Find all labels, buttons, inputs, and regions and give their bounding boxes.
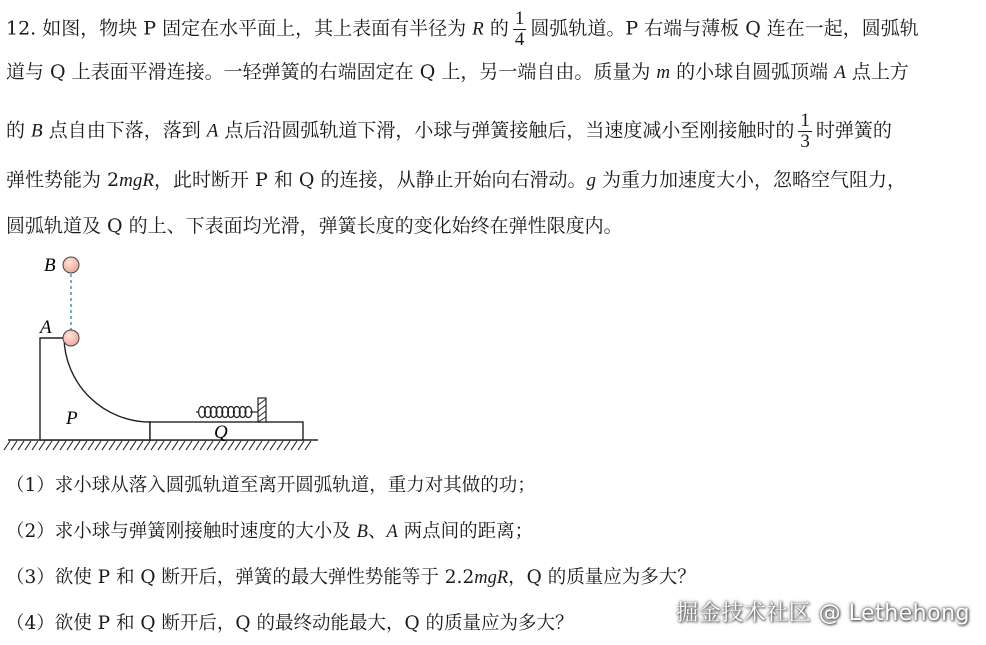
- ground-hatch-mark: [109, 441, 115, 450]
- ground-hatch-mark: [67, 441, 73, 450]
- ground-hatch-mark: [60, 441, 66, 450]
- ground-hatch-mark: [18, 441, 24, 450]
- fraction-denominator: 4: [514, 29, 525, 50]
- ground-hatch-mark: [116, 441, 122, 450]
- ground-hatch-mark: [130, 441, 136, 450]
- ground-hatch-mark: [179, 441, 185, 450]
- ball-at-B: [63, 257, 79, 273]
- question-text: （1）求小球从落入圆弧轨道至离开圆弧轨道，重力对其做的功；: [6, 475, 536, 496]
- question-text: 两点间的距离；: [397, 521, 534, 542]
- question-3: [6, 566, 696, 590]
- problem-text: 12. 如图，物块 P 固定在水平面上，其上表面有半径为: [6, 17, 473, 40]
- ground-hatch-mark: [277, 441, 283, 450]
- ground-hatch-mark: [158, 441, 164, 450]
- math-var-A: A: [386, 522, 398, 542]
- label-Q: Q: [214, 422, 228, 443]
- ground-hatch-mark: [53, 441, 59, 450]
- problem-text: 点后沿圆弧轨道下滑，小球与弹簧接触后，当速度减小至刚接触时的: [218, 119, 795, 142]
- ground-hatch-mark: [123, 441, 129, 450]
- problem-line-3: [6, 112, 892, 151]
- math-var-g: g: [586, 170, 596, 191]
- ground-hatch-mark: [32, 441, 38, 450]
- problem-text: 时弹簧的: [815, 119, 892, 142]
- ground-hatch-mark: [74, 441, 80, 450]
- problem-text: 点自由下落，落到: [42, 119, 207, 142]
- physics-figure: [0, 245, 330, 460]
- problem-text: 圆弧轨道。P 右端与薄板 Q 连在一起，圆弧轨: [530, 17, 919, 40]
- problem-text: 为重力加速度大小，忽略空气阻力，: [596, 169, 907, 191]
- ground-hatch-mark: [95, 441, 101, 450]
- ground-hatch-mark: [270, 441, 276, 450]
- question-text: （2）求小球与弹簧刚接触时速度的大小及: [6, 521, 357, 542]
- problem-line-2: [6, 60, 909, 85]
- question-2: [6, 520, 533, 544]
- ground-hatch-mark: [186, 441, 192, 450]
- fraction-one-quarter: [513, 10, 527, 49]
- math-var-B: B: [356, 522, 368, 542]
- problem-line-4: [6, 168, 906, 193]
- spring: [196, 407, 258, 418]
- ground-hatch-mark: [298, 441, 304, 450]
- ground-hatch-mark: [11, 441, 17, 450]
- ground-hatch-mark: [263, 441, 269, 450]
- problem-text: 的: [483, 17, 509, 40]
- question-1: [6, 474, 536, 498]
- problem-text: 点上方: [845, 61, 909, 83]
- problem-text: 弹性势能为 2: [6, 169, 120, 191]
- ground-hatch-mark: [46, 441, 52, 450]
- ground-hatch-mark: [249, 441, 255, 450]
- problem-line-5: [6, 214, 623, 238]
- label-B: B: [44, 255, 56, 276]
- question-text: （4）欲使 P 和 Q 断开后，Q 的最终动能最大，Q 的质量应为多大？: [6, 613, 574, 634]
- fraction-numerator: 1: [514, 8, 525, 29]
- ground-hatch-mark: [137, 441, 143, 450]
- ball-at-A: [63, 330, 79, 346]
- label-P: P: [66, 408, 78, 429]
- question-text: ，Q 的质量应为多大？: [508, 567, 696, 588]
- ground-hatch-mark: [291, 441, 297, 450]
- ground-hatch-mark: [102, 441, 108, 450]
- ground-hatch-mark: [81, 441, 87, 450]
- question-text: 、: [367, 521, 387, 542]
- ground-hatch-mark: [39, 441, 45, 450]
- ground-hatch-mark: [165, 441, 171, 450]
- ground-hatch-mark: [151, 441, 157, 450]
- problem-text: 圆弧轨道及 Q 的上、下表面均光滑，弹簧长度的变化始终在弹性限度内。: [6, 215, 623, 237]
- watermark: 掘金技术社区 @ Lethehong: [676, 601, 970, 626]
- ground-hatch-mark: [88, 441, 94, 450]
- problem-text: 的: [6, 119, 32, 142]
- problem-text: ，此时断开 P 和 Q 的连接，从静止开始向右滑动。: [153, 169, 587, 191]
- ground-hatch-mark: [228, 441, 234, 450]
- ground-hatch-mark: [172, 441, 178, 450]
- fraction-one-third: [798, 112, 812, 151]
- ground-hatch-mark: [256, 441, 262, 450]
- problem-text: 道与 Q 上表面平滑连接。一轻弹簧的右端固定在 Q 上，另一端自由。质量为: [6, 61, 657, 83]
- fraction-denominator: 3: [800, 131, 810, 152]
- ground-hatch-mark: [4, 441, 10, 450]
- question-4: [6, 612, 574, 636]
- question-text: （3）欲使 P 和 Q 断开后，弹簧的最大弹性势能等于 2.2: [6, 567, 475, 588]
- ground-hatch-mark: [207, 441, 213, 450]
- math-var-A: A: [834, 62, 846, 83]
- ground-hatch-mark: [25, 441, 31, 450]
- problem-text: 的小球自圆弧顶端: [670, 61, 835, 83]
- math-var-A: A: [206, 120, 219, 142]
- ground-hatch-mark: [284, 441, 290, 450]
- label-A: A: [40, 317, 52, 338]
- ground-hatch-mark: [242, 441, 248, 450]
- fraction-numerator: 1: [800, 110, 810, 131]
- block-P: [40, 338, 150, 440]
- math-mgR: mgR: [474, 568, 509, 588]
- math-mgR: mgR: [119, 170, 154, 191]
- ground-hatch-mark: [305, 441, 311, 450]
- ground-hatch-mark: [193, 441, 199, 450]
- ground-hatch-mark: [144, 441, 150, 450]
- math-var-B: B: [31, 120, 43, 142]
- spring-anchor: [258, 398, 266, 422]
- math-var-R: R: [472, 18, 484, 40]
- ground-hatching: [4, 441, 311, 450]
- math-var-m: m: [656, 62, 671, 83]
- ground-hatch-mark: [235, 441, 241, 450]
- problem-line-1: [6, 10, 919, 49]
- ground-hatch-mark: [200, 441, 206, 450]
